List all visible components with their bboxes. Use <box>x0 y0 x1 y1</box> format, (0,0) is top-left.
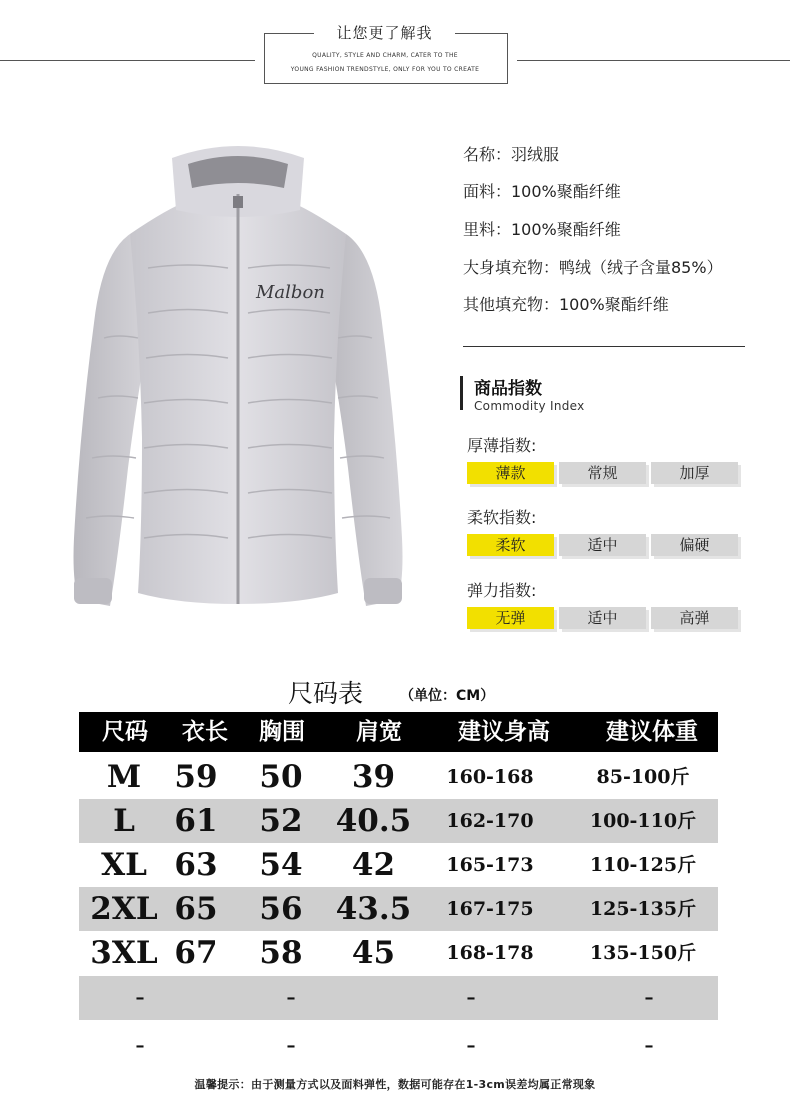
cell-shoulder: – <box>466 987 476 1008</box>
thickness-label: 厚薄指数: <box>467 436 537 455</box>
cell-chest: 50 <box>259 759 303 795</box>
cell-shoulder: 42 <box>351 847 396 883</box>
cell-length: 65 <box>174 891 218 927</box>
cell-height: – <box>644 987 654 1008</box>
size-table-unit: （单位：CM） <box>400 688 495 704</box>
commodity-index-subtitle: Commodity Index <box>474 399 585 413</box>
header-weight: 建议体重 <box>606 719 698 745</box>
cell-shoulder: 43.5 <box>335 891 412 927</box>
softness-option-medium: 适中 <box>559 534 646 556</box>
elasticity-option-none: 无弹 <box>467 607 554 629</box>
header-size: 尺码 <box>102 719 148 745</box>
cell-length: 59 <box>174 759 218 795</box>
cell-chest: 58 <box>259 935 303 971</box>
cell-height: 168-178 <box>446 942 534 964</box>
spec-fabric: 面料：100%聚酯纤维 <box>463 182 621 201</box>
elasticity-label: 弹力指数: <box>467 581 537 600</box>
cell-weight: 135-150斤 <box>589 942 697 964</box>
spec-other-filling: 其他填充物：100%聚酯纤维 <box>463 295 669 314</box>
header-frame-top-right <box>455 33 507 34</box>
header-title: 让您更了解我 <box>336 24 433 42</box>
cell-length: 63 <box>174 847 218 883</box>
cell-height: 160-168 <box>446 766 534 788</box>
commodity-index-title: 商品指数 <box>474 379 542 399</box>
cell-size: XL <box>101 847 147 883</box>
softness-option-soft: 柔软 <box>467 534 554 556</box>
cell-length: – <box>135 1035 145 1056</box>
cell-height: 167-175 <box>446 898 534 920</box>
commodity-index-bar <box>460 376 463 410</box>
table-row <box>79 755 718 799</box>
cell-size: 3XL <box>90 935 158 971</box>
cell-weight: 85-100斤 <box>596 766 690 788</box>
spec-divider <box>463 346 745 347</box>
elasticity-option-high: 高弹 <box>651 607 738 629</box>
header-chest: 胸围 <box>259 719 305 745</box>
header-subtitle-1: QUALITY, STYLE AND CHARM, CATER TO THE <box>312 52 458 59</box>
cell-shoulder: – <box>466 1035 476 1056</box>
cell-length: 61 <box>174 803 218 839</box>
cell-height: 165-173 <box>446 854 534 876</box>
cell-weight: 100-110斤 <box>589 810 697 832</box>
cell-size: 2XL <box>90 891 158 927</box>
cell-height: – <box>644 1035 654 1056</box>
softness-option-hard: 偏硬 <box>651 534 738 556</box>
header-subtitle-2: YOUNG FASHION TRENDSTYLE, ONLY FOR YOU TO CREATE <box>290 66 480 73</box>
cell-shoulder: 39 <box>351 759 396 795</box>
malbon-logo: Malbon <box>256 282 325 303</box>
size-table-title: 尺码表 <box>288 679 364 708</box>
spec-body-filling: 大身填充物：鸭绒（绒子含量85%） <box>463 258 723 277</box>
cell-shoulder: 40.5 <box>335 803 412 839</box>
elasticity-option-medium: 适中 <box>559 607 646 629</box>
header-shoulder: 肩宽 <box>356 719 402 745</box>
jacket-image <box>68 138 408 616</box>
spec-lining: 里料：100%聚酯纤维 <box>463 220 621 239</box>
size-note: 温馨提示：由于测量方式以及面料弹性，数据可能存在1-3cm误差均属正常现象 <box>194 1078 596 1091</box>
header-divider-right <box>517 60 790 61</box>
cell-chest: – <box>286 987 296 1008</box>
thickness-option-regular: 常规 <box>559 462 646 484</box>
cell-weight: 110-125斤 <box>589 854 697 876</box>
table-row <box>79 843 718 887</box>
cell-height: 162-170 <box>446 810 534 832</box>
cell-chest: – <box>286 1035 296 1056</box>
table-row <box>79 799 718 843</box>
softness-label: 柔软指数: <box>467 508 537 527</box>
table-row <box>79 931 718 975</box>
thickness-option-thick: 加厚 <box>651 462 738 484</box>
header-frame-top-left <box>264 33 314 34</box>
cell-length: – <box>135 987 145 1008</box>
table-row <box>79 1024 718 1068</box>
cell-chest: 52 <box>259 803 303 839</box>
header-length: 衣长 <box>182 719 228 745</box>
cell-length: 67 <box>174 935 218 971</box>
header-height: 建议身高 <box>458 719 550 745</box>
spec-name: 名称：羽绒服 <box>463 145 560 164</box>
size-table-header <box>79 712 718 752</box>
cell-size: M <box>106 759 142 795</box>
cell-weight: 125-135斤 <box>589 898 697 920</box>
table-row <box>79 976 718 1020</box>
cell-shoulder: 45 <box>351 935 396 971</box>
cell-chest: 56 <box>259 891 303 927</box>
table-row <box>79 887 718 931</box>
header-divider-left <box>0 60 255 61</box>
cell-size: L <box>113 803 135 839</box>
thickness-option-thin: 薄款 <box>467 462 554 484</box>
cell-chest: 54 <box>259 847 303 883</box>
